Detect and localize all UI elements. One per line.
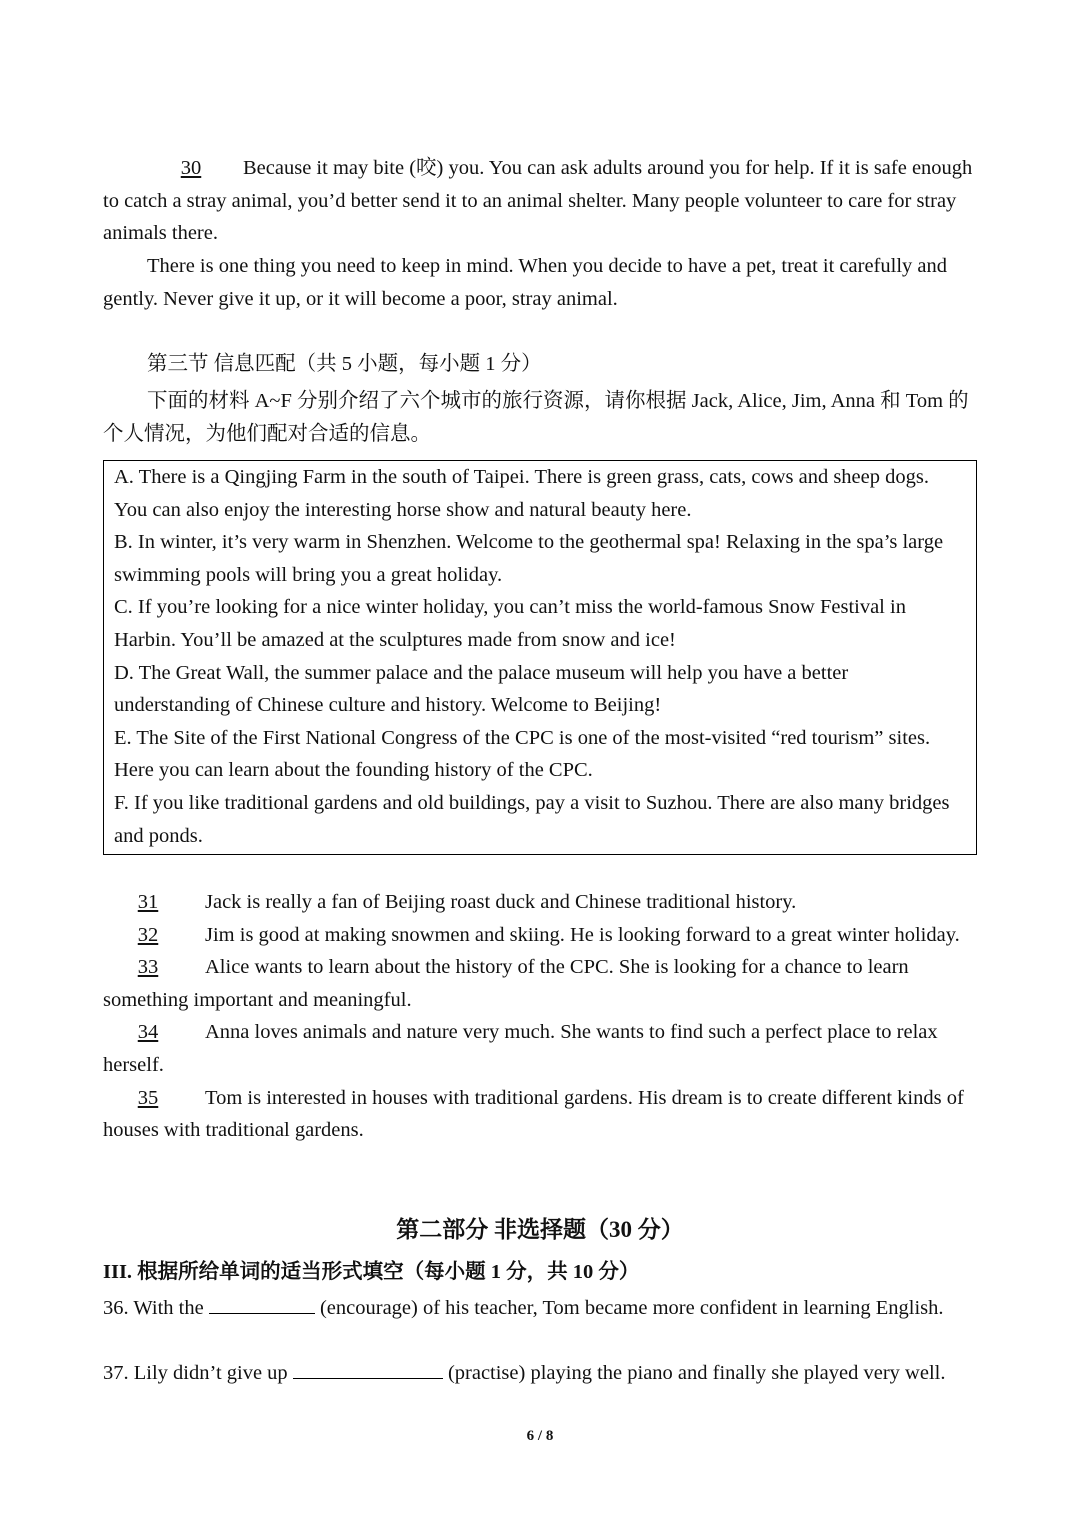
q30-text: Because it may bite (咬) you. You can ask adults around you for help. If it is safe enough to catch a stray animal, you’d better send it to an animal shelter. Many people volunteer to care for stray animals there. xyxy=(103,157,973,245)
question-31 xyxy=(103,886,977,919)
question-32 xyxy=(103,919,977,952)
q31-number: 31 xyxy=(137,891,159,913)
q33-text: Alice wants to learn about the history of the CPC. She is looking for a chance to learn something important and meaningful. xyxy=(103,956,909,1011)
question-36 xyxy=(103,1292,1010,1325)
q30-paragraph xyxy=(103,152,977,250)
question-37 xyxy=(103,1357,1010,1390)
q35-number: 35 xyxy=(137,1086,159,1109)
question-34 xyxy=(103,1016,977,1081)
q35-text: Tom is interested in houses with traditional gardens. His dream is to create different kinds of houses with traditional gardens. xyxy=(103,1086,964,1142)
q36-blank[interactable] xyxy=(209,1293,315,1314)
option-b: B. In winter, it’s very warm in Shenzhen. Welcome to the geothermal spa! Relaxing in the spa’s large swimming pools will bring you a great holiday. xyxy=(114,531,944,586)
q36-pre: With the xyxy=(133,1297,204,1319)
question-33 xyxy=(103,951,977,1016)
part2-subheading: III. 根据所给单词的适当形式填空（每小题 1 分，共 10 分） xyxy=(103,1261,640,1283)
options-box xyxy=(103,460,977,855)
option-d: D. The Great Wall, the summer palace and the palace museum will help you have a better understanding of Chinese culture and history. Welcome to Beijing! xyxy=(114,661,849,717)
option-f: F. If you like traditional gardens and old buildings, pay a visit to Suzhou. There are also many bridges and ponds. xyxy=(114,791,950,847)
part2-heading: 第二部分 非选择题（30 分） xyxy=(396,1217,684,1242)
q32-number: 32 xyxy=(137,923,159,946)
q30-number: 30 xyxy=(180,157,202,179)
q33-number: 33 xyxy=(137,956,159,979)
q37-blank[interactable] xyxy=(293,1358,443,1379)
section3-instruction: 下面的材料 A~F 分别介绍了六个城市的旅行资源，请你根据 Jack, Alice, Jim, Anna 和 Tom 的个人情况，为他们配对合适的信息。 xyxy=(103,390,969,445)
q37-number: 37. xyxy=(103,1362,129,1384)
page-number: 6 / 8 xyxy=(526,1428,554,1444)
q36-post: (encourage) of his teacher, Tom became more confident in learning English. xyxy=(319,1297,944,1319)
q32-text: Jim is good at making snowmen and skiing. He is looking forward to a great winter holiday. xyxy=(205,923,960,946)
section3-heading: 第三节 信息匹配（共 5 小题，每小题 1 分） xyxy=(147,353,542,375)
q31-text: Jack is really a fan of Beijing roast duck and Chinese traditional history. xyxy=(205,891,797,913)
q34-number: 34 xyxy=(137,1021,159,1044)
matching-questions xyxy=(103,886,977,1147)
q37-post: (practise) playing the piano and finally she played very well. xyxy=(447,1362,946,1384)
question-35 xyxy=(103,1082,977,1147)
option-a: A. There is a Qingjing Farm in the south of Taipei. There is green grass, cats, cows and sheep dogs. You can also enjoy the interesting horse show and natural beauty here. xyxy=(114,466,929,521)
option-e: E. The Site of the First National Congress of the CPC is one of the most-visited “red tourism” sites. Here you can learn about the founding history of the CPC. xyxy=(114,726,931,782)
option-c: C. If you’re looking for a nice winter holiday, you can’t miss the world-famous Snow Festival in Harbin. You’ll be amazed at the sculptures made from snow and ice! xyxy=(114,596,906,651)
q34-text: Anna loves animals and nature very much. She wants to find such a perfect place to relax herself. xyxy=(103,1021,938,1076)
closing-paragraph: There is one thing you need to keep in mind. When you decide to have a pet, treat it carefully and gently. Never give it up, or it will become a poor, stray animal. xyxy=(103,255,947,310)
q37-pre: Lily didn’t give up xyxy=(133,1362,288,1384)
q36-number: 36. xyxy=(103,1297,129,1319)
